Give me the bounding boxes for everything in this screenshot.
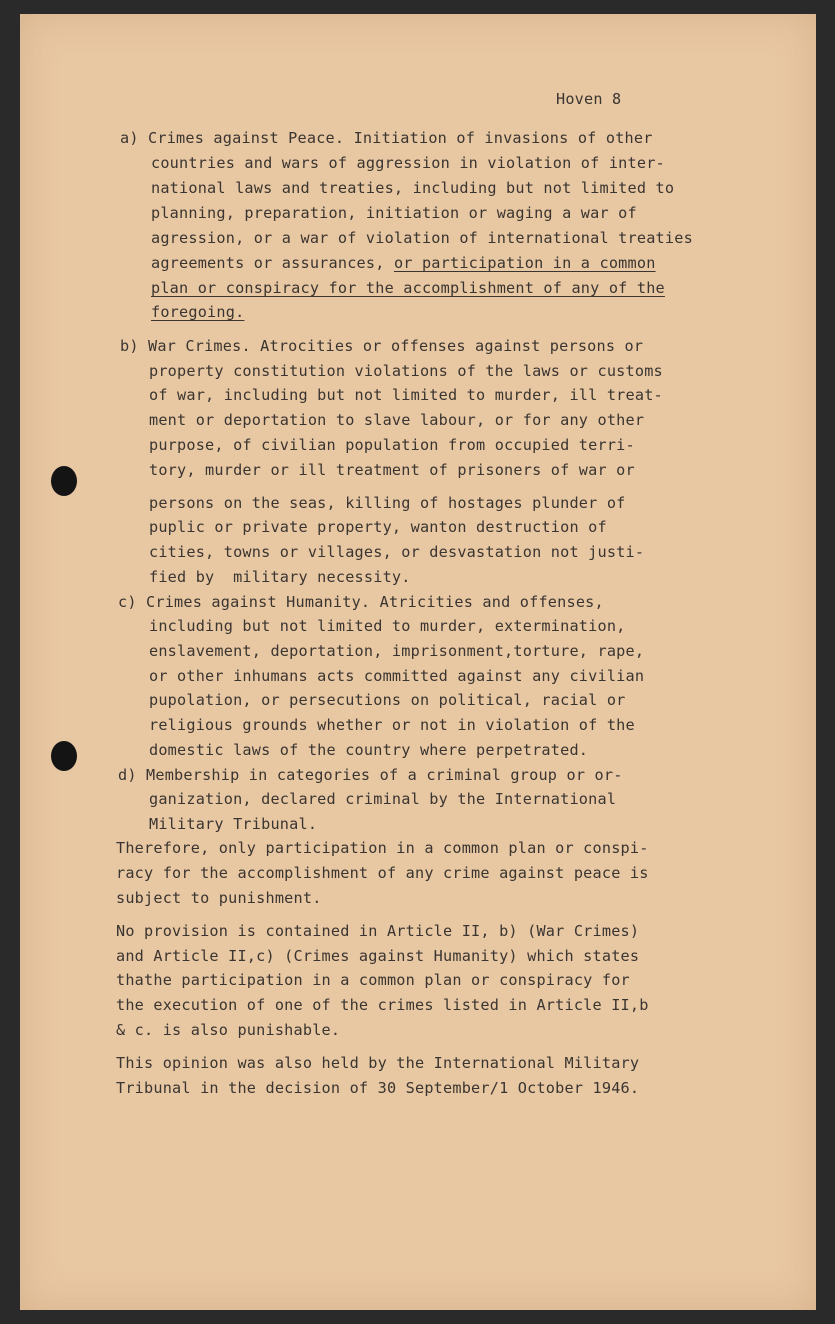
item-a-line: a) Crimes against Peace. Initiation of invasions of other: [120, 129, 653, 147]
opinion-line: This opinion was also held by the International Military: [116, 1054, 640, 1072]
item-b-line: fied by military necessity.: [149, 568, 411, 586]
therefore-line: racy for the accomplishment of any crime against peace is: [116, 864, 649, 882]
item-d-line: ganization, declared criminal by the International: [149, 790, 617, 808]
item-b-line: ment or deportation to slave labour, or for any other: [149, 411, 645, 429]
no-provision-line: and Article II,c) (Crimes against Humanity) which states: [116, 947, 640, 965]
no-provision-line: & c. is also punishable.: [116, 1021, 341, 1039]
item-a-line: [151, 254, 656, 273]
item-c-line: including but not limited to murder, extermination,: [149, 617, 626, 635]
item-b-line: b) War Crimes. Atrocities or offenses against persons or: [120, 337, 644, 355]
item-a-line: planning, preparation, initiation or waging a war of: [151, 204, 637, 222]
item-b-line: tory, murder or ill treatment of prisoners of war or: [149, 461, 635, 479]
opinion-line: Tribunal in the decision of 30 September/1 October 1946.: [116, 1079, 640, 1097]
item-b-line: of war, including but not limited to murder, ill treat-: [149, 386, 663, 404]
item-b-line: persons on the seas, killing of hostages plunder of: [149, 494, 626, 512]
item-b-line: puplic or private property, wanton destruction of: [149, 518, 607, 536]
no-provision-line: the execution of one of the crimes listed in Article II,b: [116, 996, 649, 1014]
item-a-line: countries and wars of aggression in violation of inter-: [151, 154, 665, 172]
item-c-line: enslavement, deportation, imprisonment,torture, rape,: [149, 642, 645, 660]
punch-hole-bottom: [51, 741, 77, 771]
item-c-line: religious grounds whether or not in violation of the: [149, 716, 635, 734]
no-provision-line: No provision is contained in Article II, b) (War Crimes): [116, 922, 640, 940]
item-c-line: pupolation, or persecutions on political, racial or: [149, 691, 626, 709]
item-a-underlined-line: foregoing.: [151, 303, 245, 321]
item-d-line: Military Tribunal.: [149, 815, 318, 833]
item-b-line: cities, towns or villages, or desvastation not justi-: [149, 543, 645, 561]
item-a-line: agression, or a war of violation of international treaties: [151, 229, 693, 247]
item-a-underlined-line: plan or conspiracy for the accomplishment of any of the: [151, 279, 665, 297]
no-provision-line: thathe participation in a common plan or conspiracy for: [116, 971, 630, 989]
therefore-line: Therefore, only participation in a common plan or conspi-: [116, 839, 649, 857]
therefore-line: subject to punishment.: [116, 889, 322, 907]
item-a-text: agreements or assurances,: [151, 254, 394, 272]
item-c-line: domestic laws of the country where perpetrated.: [149, 741, 589, 759]
item-a-underlined-text: or participation in a common: [393, 254, 656, 272]
page-label: Hoven 8: [556, 90, 622, 108]
item-a-line: national laws and treaties, including but not limited to: [151, 179, 675, 197]
item-d-line: d) Membership in categories of a criminal group or or-: [118, 766, 623, 784]
item-b-line: property constitution violations of the laws or customs: [149, 362, 663, 380]
item-c-line: or other inhumans acts committed against any civilian: [149, 667, 645, 685]
item-c-line: c) Crimes against Humanity. Atricities and offenses,: [118, 593, 604, 611]
item-b-line: purpose, of civilian population from occupied terri-: [149, 436, 635, 454]
punch-hole-top: [51, 466, 77, 496]
